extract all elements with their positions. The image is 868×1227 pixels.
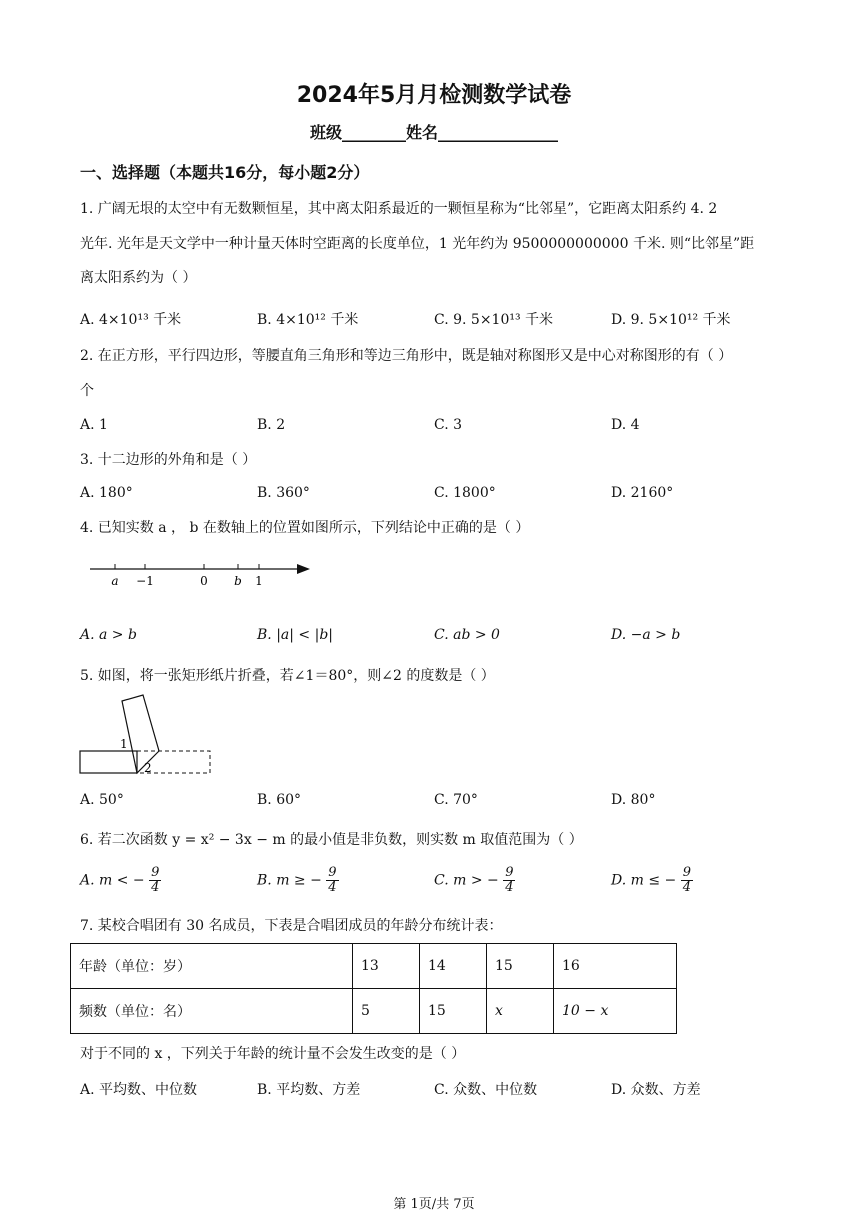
table-cell: x	[487, 989, 554, 1034]
q1-line1: 1. 广阔无垠的太空中有无数颗恒星，其中离太阳系最近的一颗恒星称为“比邻星”，它距离太阳系约 4. 2	[80, 201, 718, 217]
denominator: 4	[682, 880, 691, 895]
q1-option-a: A. 4×10¹³ 千米	[80, 312, 182, 328]
q4-option-a: A. a > b	[80, 627, 137, 643]
angle-label-1: 1	[120, 737, 128, 751]
table-cell: 频数（单位：名）	[71, 989, 353, 1034]
q1-line2: 光年. 光年是天文学中一种计量天体时空距离的长度单位，1 光年约为 9500000000000 千米. 则“比邻星”距	[80, 236, 755, 252]
q1-option-b: B. 4×10¹² 千米	[257, 312, 359, 328]
q7-option-d: D. 众数、方差	[611, 1082, 701, 1098]
q5-option-c: C. 70°	[434, 792, 478, 808]
q7-option-b: B. 平均数、方差	[257, 1082, 361, 1098]
number-line-figure	[85, 555, 325, 590]
q1-option-c: C. 9. 5×10¹³ 千米	[434, 312, 554, 328]
table-cell: 14	[420, 944, 487, 989]
name-label: 姓名_______________	[406, 123, 559, 142]
q2-option-d: D. 4	[611, 417, 640, 433]
table-cell: 年龄（单位：岁）	[71, 944, 353, 989]
q5-option-b: B. 60°	[257, 792, 302, 808]
table-cell: 15	[420, 989, 487, 1034]
q4-line1: 4. 已知实数 a ， b 在数轴上的位置如图所示，下列结论中正确的是（ ）	[80, 520, 530, 536]
table-cell: 16	[554, 944, 677, 989]
class-label: 班级________	[309, 123, 406, 142]
q6-a-fraction	[149, 866, 161, 895]
q6-b-prefix: B. m ≥ −	[257, 872, 322, 889]
q4-option-c: C. ab > 0	[434, 627, 500, 643]
q6-d-prefix: D. m ≤ −	[611, 872, 677, 889]
q7-option-c: C. 众数、中位数	[434, 1082, 538, 1098]
q3-option-c: C. 1800°	[434, 485, 496, 501]
axis-label-1: 1	[255, 574, 263, 588]
number-line-arrow	[297, 564, 310, 574]
table-cell: 10 − x	[554, 989, 677, 1034]
numerator: 9	[328, 865, 337, 880]
denominator: 4	[505, 880, 514, 895]
q6-option-b	[257, 866, 339, 895]
numerator: 9	[151, 865, 160, 880]
q1-option-d: D. 9. 5×10¹² 千米	[611, 312, 731, 328]
student-info	[0, 120, 868, 143]
table-row	[71, 989, 677, 1034]
q5-option-a: A. 50°	[80, 792, 124, 808]
table-cell: 13	[353, 944, 420, 989]
q2-option-a: A. 1	[80, 417, 108, 433]
folded-paper-figure	[75, 693, 220, 778]
table-cell: 15	[487, 944, 554, 989]
q4-option-d: D. −a > b	[611, 627, 681, 643]
axis-label-neg1: −1	[136, 574, 154, 588]
axis-label-b: b	[234, 574, 242, 588]
paper-rect	[80, 751, 137, 773]
q5-line1: 5. 如图，将一张矩形纸片折叠，若∠1＝80°，则∠2 的度数是（ ）	[80, 668, 495, 684]
axis-label-a: a	[111, 574, 119, 588]
q3-line1: 3. 十二边形的外角和是（ ）	[80, 452, 257, 468]
q6-c-prefix: C. m > −	[434, 872, 499, 889]
q7-line2: 对于不同的 x ，下列关于年龄的统计量不会发生改变的是（ ）	[80, 1046, 466, 1062]
page-title: 2024年5月月检测数学试卷	[296, 83, 572, 108]
page-footer: 第 1页/共 7页	[393, 1197, 475, 1212]
q6-c-fraction	[503, 866, 515, 895]
denominator: 4	[151, 880, 160, 895]
q6-a-prefix: A. m < −	[80, 872, 145, 889]
q6-b-fraction	[326, 866, 338, 895]
q2-line1: 2. 在正方形，平行四边形，等腰直角三角形和等边三角形中，既是轴对称图形又是中心对称图形的有（ ）	[80, 348, 733, 364]
q3-option-d: D. 2160°	[611, 485, 674, 501]
q6-option-a	[80, 866, 161, 895]
table-cell: 5	[353, 989, 420, 1034]
q6-option-c	[434, 866, 515, 895]
axis-label-0: 0	[200, 574, 208, 588]
q2-line2: 个	[80, 383, 94, 399]
q6-option-d	[611, 866, 693, 895]
denominator: 4	[328, 880, 337, 895]
numerator: 9	[505, 865, 514, 880]
age-distribution-table	[70, 943, 677, 1034]
q4-option-b: B. |a| < |b|	[257, 627, 333, 643]
q6-d-fraction	[681, 866, 693, 895]
angle-label-2: 2	[144, 761, 152, 775]
numerator: 9	[682, 865, 691, 880]
q3-option-b: B. 360°	[257, 485, 310, 501]
q2-option-b: B. 2	[257, 417, 286, 433]
q3-option-a: A. 180°	[80, 485, 133, 501]
q7-option-a: A. 平均数、中位数	[80, 1082, 198, 1098]
q7-line1: 7. 某校合唱团有 30 名成员，下表是合唱团成员的年龄分布统计表：	[80, 918, 503, 934]
q5-option-d: D. 80°	[611, 792, 656, 808]
q1-line3: 离太阳系约为（ ）	[80, 270, 197, 286]
table-row	[71, 944, 677, 989]
folded-flap	[122, 695, 159, 773]
q6-line1: 6. 若二次函数 y = x² − 3x − m 的最小值是非负数，则实数 m 取值范围为（ ）	[80, 832, 583, 848]
q2-option-c: C. 3	[434, 417, 463, 433]
section-heading: 一、选择题（本题共16分，每小题2分）	[80, 163, 370, 182]
